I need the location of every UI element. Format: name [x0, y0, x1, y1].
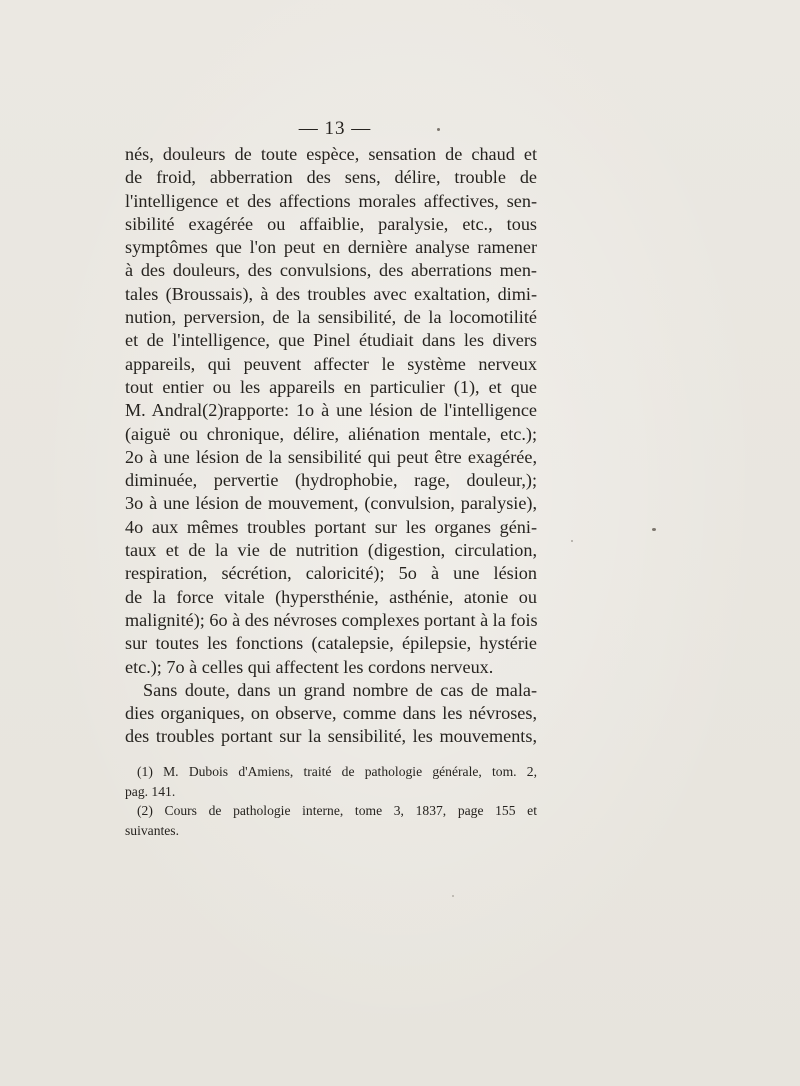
text-line: diminuée, pervertie (hydrophobie, rage, douleur,); [125, 470, 537, 491]
text-line: tout entier ou les appareils en particulier (1), et que [125, 376, 537, 397]
footnote-line: (1) M. Dubois d'Amiens, traité de pathologie générale, tom. 2, [137, 764, 537, 779]
text-line: (aiguë ou chronique, délire, aliénation mentale, etc.); [125, 423, 537, 444]
text-line: etc.); 7o à celles qui affectent les cordons nerveux. [125, 656, 494, 677]
text-line: de froid, abberration des sens, délire, trouble de [125, 167, 537, 188]
text-line: dies organiques, on observe, comme dans les névroses, [125, 703, 537, 724]
text-line: 3o à une lésion de mouvement, (convulsion, paralysie), [125, 493, 537, 514]
text-line: tales (Broussais), à des troubles avec exaltation, dimi- [125, 283, 537, 304]
text-line: Sans doute, dans un grand nombre de cas de mala- [143, 679, 537, 700]
text-line: des troubles portant sur la sensibilité, les mouvements, [125, 726, 537, 747]
paper-speck [571, 540, 573, 542]
text-line: symptômes que l'on peut en dernière analyse ramener [125, 237, 537, 258]
text-line: de la force vitale (hypersthénie, asthénie, atonie ou [125, 586, 537, 607]
text-line: l'intelligence et des affections morales affectives, sen- [125, 190, 537, 211]
text-line: à des douleurs, des convulsions, des aberrations men- [125, 260, 537, 281]
footnotes [125, 762, 537, 840]
text-line: taux et de la vie de nutrition (digestion, circulation, [125, 540, 537, 561]
text-line: malignité); 6o à des névroses complexes portant à la fois [125, 609, 538, 630]
text-line: et de l'intelligence, que Pinel étudiait dans les divers [125, 330, 537, 351]
text-line: respiration, sécrétion, caloricité); 5o à une lésion [125, 563, 537, 584]
text-line: sur toutes les fonctions (catalepsie, épilepsie, hystérie [125, 633, 537, 654]
text-line: 4o aux mêmes troubles portant sur les organes géni- [125, 516, 537, 537]
text-line: nution, perversion, de la sensibilité, de la locomotilité [125, 307, 537, 328]
text-line: M. Andral(2)rapporte: 1o à une lésion de l'intelligence [125, 400, 537, 421]
text-line: 2o à une lésion de la sensibilité qui peut être exagérée, [125, 446, 537, 467]
paper-speck [652, 528, 656, 531]
text-line: sibilité exagérée ou affaiblie, paralysie, etc., tous [125, 213, 537, 234]
paper-speck [437, 128, 440, 131]
footnote-line: suivantes. [125, 822, 179, 838]
page-number: — 13 — [298, 118, 372, 139]
footnote-line: pag. 141. [125, 783, 176, 799]
body-text [125, 143, 537, 749]
paper-speck [452, 895, 454, 897]
text-line: appareils, qui peuvent affecter le système nerveux [125, 353, 537, 374]
text-line: nés, douleurs de toute espèce, sensation de chaud et [125, 144, 537, 164]
footnote-line: (2) Cours de pathologie interne, tome 3, 1837, page 155 et [137, 803, 537, 818]
